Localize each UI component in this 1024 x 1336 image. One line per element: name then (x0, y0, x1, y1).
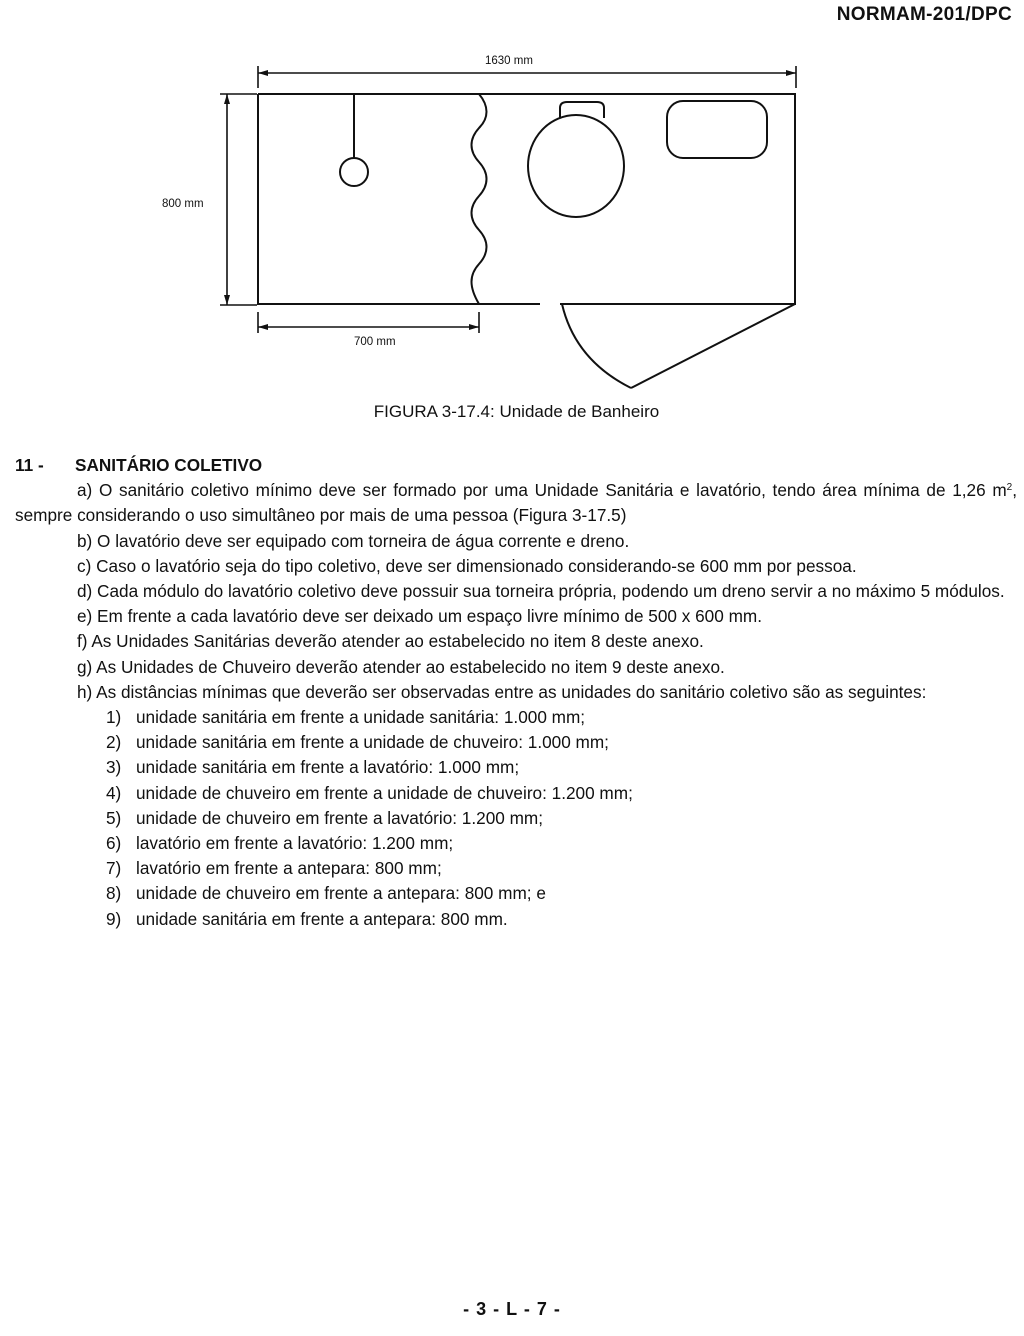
door-arc (562, 304, 631, 388)
list-item-number: 2) (106, 732, 122, 753)
list-item-number: 3) (106, 757, 122, 778)
list-item (15, 831, 1017, 856)
arrow-left-top (224, 94, 230, 104)
list-item (15, 755, 1017, 780)
list-item-number: 9) (106, 908, 122, 929)
list-item-number: 5) (106, 807, 122, 828)
paragraph-b: b) O lavatório deve ser equipado com torneira de água corrente e dreno. (77, 530, 630, 551)
paragraph-d: d) Cada módulo do lavatório coletivo deve possuir sua torneira própria, podendo um dreno servir a no máximo 5 módulos. (77, 581, 1005, 602)
section-number: 11 - (15, 455, 44, 475)
paragraph-a-text: a) O sanitário coletivo mínimo deve ser formado por uma Unidade Sanitária e lavatório, tendo área mínima de 1,26 m (77, 480, 1007, 501)
dim-label-top: 1630 mm (485, 55, 533, 67)
list-item-number: 6) (106, 833, 122, 854)
list-item-number: 7) (106, 858, 122, 879)
list-item (15, 881, 1017, 906)
list-item-text: unidade sanitária em frente a lavatório: 1.000 mm; (136, 757, 520, 778)
bathroom-unit-diagram (0, 0, 1024, 400)
list-item-text: unidade de chuveiro em frente a antepara: 800 mm; e (136, 883, 546, 904)
arrow-top-right (786, 70, 796, 76)
paragraph-h: h) As distâncias mínimas que deverão ser observadas entre as unidades do sanitário coletivo são as seguintes: (77, 681, 927, 702)
distance-list (15, 705, 1017, 932)
page-number: - 3 - L - 7 - (463, 1299, 561, 1319)
arrow-bottom-left (258, 324, 268, 330)
list-item-text: lavatório em frente a lavatório: 1.200 mm; (136, 833, 454, 854)
figure-caption: FIGURA 3-17.4: Unidade de Banheiro (373, 402, 660, 421)
shower-head (340, 158, 368, 186)
toilet-bowl (528, 115, 624, 217)
section-title: SANITÁRIO COLETIVO (75, 455, 263, 475)
arrow-left-bottom (224, 295, 230, 305)
arrow-top-left (258, 70, 268, 76)
list-item-text: unidade de chuveiro em frente a lavatório: 1.200 mm; (136, 807, 544, 828)
list-item (15, 907, 1017, 932)
list-item (15, 730, 1017, 755)
list-item (15, 856, 1017, 881)
list-item-text: lavatório em frente a antepara: 800 mm; (136, 858, 442, 879)
superscript-2: 2 (1006, 482, 1013, 494)
section-heading (15, 453, 1017, 478)
list-item-text: unidade de chuveiro em frente a unidade de chuveiro: 1.200 mm; (136, 782, 633, 803)
paragraph-c: c) Caso o lavatório seja do tipo coletivo, deve ser dimensionado considerando-se 600 mm por pessoa. (77, 555, 857, 576)
paragraph-e: e) Em frente a cada lavatório deve ser deixado um espaço livre mínimo de 500 x 600 mm. (77, 606, 762, 627)
paragraph-a-text-end: , sempre considerando o uso simultâneo por mais de uma pessoa (Figura 3-17.5) (15, 480, 1017, 526)
paragraph-a (15, 478, 1017, 528)
shower-curtain (472, 94, 487, 304)
list-item-number: 1) (106, 707, 122, 728)
dim-label-left: 800 mm (162, 198, 204, 210)
list-item-text: unidade sanitária em frente a antepara: 800 mm. (136, 908, 508, 929)
paragraph-g: g) As Unidades de Chuveiro deverão atender ao estabelecido no item 9 deste anexo. (77, 656, 725, 677)
document-code: NORMAM-201/DPC (836, 4, 1012, 25)
list-item-number: 8) (106, 883, 122, 904)
paragraph-f: f) As Unidades Sanitárias deverão atender ao estabelecido no item 8 deste anexo. (77, 631, 704, 652)
door-leaf (631, 304, 795, 388)
room-outline (258, 94, 795, 304)
arrow-bottom-right (469, 324, 479, 330)
list-item-text: unidade sanitária em frente a unidade sanitária: 1.000 mm; (136, 707, 586, 728)
dim-label-bottom: 700 mm (354, 336, 396, 348)
sink (667, 101, 767, 158)
list-item-text: unidade sanitária em frente a unidade de chuveiro: 1.000 mm; (136, 732, 609, 753)
list-item (15, 806, 1017, 831)
list-item (15, 781, 1017, 806)
list-item (15, 705, 1017, 730)
section-sanitario-coletivo (15, 453, 1017, 932)
list-item-number: 4) (106, 782, 122, 803)
